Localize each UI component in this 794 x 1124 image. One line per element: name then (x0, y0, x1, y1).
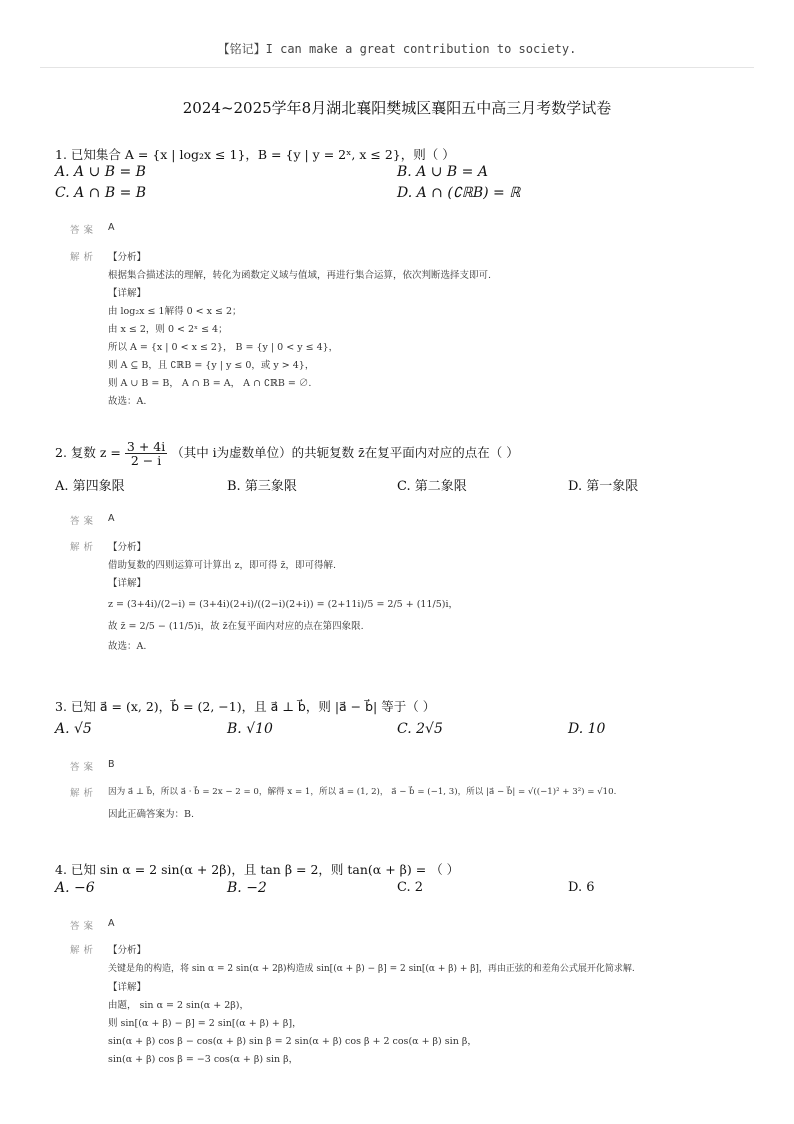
q2-analysis-line: 故选：A. (108, 641, 147, 652)
q1-analysis-line: 由 log₂x ≤ 1解得 0 < x ≤ 2； (108, 306, 242, 317)
question-2-option-c: C. 第二象限 (397, 479, 467, 494)
q4-analysis-line: 则 sin[(α + β) − β] = 2 sin[(α + β) + β]， (108, 1018, 302, 1029)
question-2-option-a: A. 第四象限 (55, 479, 125, 494)
q1-analysis-line: 【详解】 (108, 288, 147, 299)
q2-stem-suffix: （其中 i为虚数单位）的共轭复数 z̄在复平面内对应的点在（ ） (171, 445, 519, 461)
question-4-option-c: C. 2 (397, 880, 424, 895)
question-1-option-c: C. A ∩ B = B (55, 185, 147, 201)
q3-analysis-line: 因为 a⃗ ⊥ b⃗，所以 a⃗ · b⃗ = 2x − 2 = 0，解得 x = 1，所以 a⃗ = (1, 2)， a⃗ − b⃗ = (−1, 3)，所以 |a⃗ − b⃗| = √((−1)² + 3²) = √10. (108, 787, 617, 797)
question-3-option-c: C. 2√5 (397, 721, 443, 737)
q4-analysis-line: 关键是角的构造，将 sin α = 2 sin(α + 2β)构造成 sin[(α + β) − β] = 2 sin[(α + β) + β]，再由正弦的和差角公式展开化简求解. (108, 964, 635, 974)
question-4-option-d: D. 6 (568, 880, 595, 895)
analysis-label: 解析 (70, 252, 98, 263)
analysis-label: 解析 (70, 945, 98, 956)
question-4-stem: 4. 已知 sin α = 2 sin(α + 2β)，且 tan β = 2，则 tan(α + β) = （ ） (55, 862, 460, 877)
question-2-stem (55, 440, 519, 467)
q1-analysis-line: 所以 A = {x | 0 < x ≤ 2}， B = {y | 0 < y ≤ 4}， (108, 342, 339, 353)
q1-analysis-line: 【分析】 (108, 252, 147, 263)
question-2-option-b: B. 第三象限 (227, 479, 297, 494)
analysis-label: 解析 (70, 542, 98, 553)
question-1-stem: 1. 已知集合 A = {x | log₂x ≤ 1}，B = {y | y = 2ˣ, x ≤ 2}，则（ ） (55, 147, 455, 162)
answer-label: 答案 (70, 921, 98, 932)
q4-analysis-line: 由题， sin α = 2 sin(α + 2β)， (108, 1000, 249, 1011)
answer-label: 答案 (70, 516, 98, 527)
q2-fraction (125, 440, 167, 467)
q2-stem-prefix: 2. 复数 z = (55, 445, 121, 461)
page-title: 2024~2025学年8月湖北襄阳樊城区襄阳五中高三月考数学试卷 (182, 99, 612, 117)
question-2-answer: A (108, 513, 115, 524)
q2-fraction-numerator: 3 + 4i (126, 439, 166, 454)
question-1-option-a: A. A ∪ B = B (55, 164, 146, 180)
question-3-answer: B (108, 759, 115, 770)
q1-analysis-line: 由 x ≤ 2，则 0 < 2ˣ ≤ 4； (108, 324, 228, 335)
question-4-option-b: B. −2 (227, 880, 267, 896)
q2-fraction-denominator: 2 − i (130, 453, 162, 469)
page-header-motto: 【铭记】I can make a great contribution to society. (217, 42, 577, 56)
q1-analysis-line: 则 A ⊆ B，且 ∁ℝB = {y | y ≤ 0，或 y > 4}， (108, 360, 315, 371)
question-3-option-a: A. √5 (55, 721, 92, 737)
question-4-option-a: A. −6 (55, 880, 95, 896)
answer-label: 答案 (70, 762, 98, 773)
q2-analysis-line: z = (3+4i)/(2−i) = (3+4i)(2+i)/((2−i)(2+i)) = (2+11i)/5 = 2/5 + (11/5)i， (108, 599, 458, 610)
question-1-answer: A (108, 222, 115, 233)
question-3-option-d: D. 10 (568, 721, 606, 737)
q2-analysis-line: 借助复数的四则运算可计算出 z，即可得 z̄，即可得解. (108, 560, 337, 571)
answer-label: 答案 (70, 225, 98, 236)
q1-analysis-line: 故选：A. (108, 396, 147, 407)
q2-analysis-line: 【详解】 (108, 578, 147, 589)
question-1-option-d: D. A ∩ (∁ℝB) = ℝ (397, 185, 521, 201)
q4-analysis-line: 【详解】 (108, 982, 147, 993)
question-3-option-b: B. √10 (227, 721, 273, 737)
q4-analysis-line: 【分析】 (108, 945, 147, 956)
q4-analysis-line: sin(α + β) cos β − cos(α + β) sin β = 2 sin(α + β) cos β + 2 cos(α + β) sin β， (108, 1036, 477, 1047)
question-2-option-d: D. 第一象限 (568, 479, 639, 494)
analysis-label: 解析 (70, 788, 98, 799)
q2-analysis-line: 故 z̄ = 2/5 − (11/5)i，故 z̄在复平面内对应的点在第四象限. (108, 621, 364, 632)
header-divider (40, 67, 754, 68)
q1-analysis-line: 根据集合描述法的理解，转化为函数定义域与值域，再进行集合运算，依次判断选择支即可. (108, 270, 492, 281)
q4-analysis-line: sin(α + β) cos β = −3 cos(α + β) sin β， (108, 1054, 299, 1065)
q2-analysis-line: 【分析】 (108, 542, 147, 553)
q1-analysis-line: 则 A ∪ B = B， A ∩ B = A， A ∩ ∁ℝB = ∅. (108, 378, 312, 389)
q3-analysis-line: 因此正确答案为：B. (108, 809, 195, 820)
question-3-stem: 3. 已知 a⃗ = (x, 2)，b⃗ = (2, −1)，且 a⃗ ⊥ b⃗，则 |a⃗ − b⃗| 等于（ ） (55, 699, 436, 714)
question-1-option-b: B. A ∪ B = A (397, 164, 488, 180)
question-4-answer: A (108, 918, 115, 929)
